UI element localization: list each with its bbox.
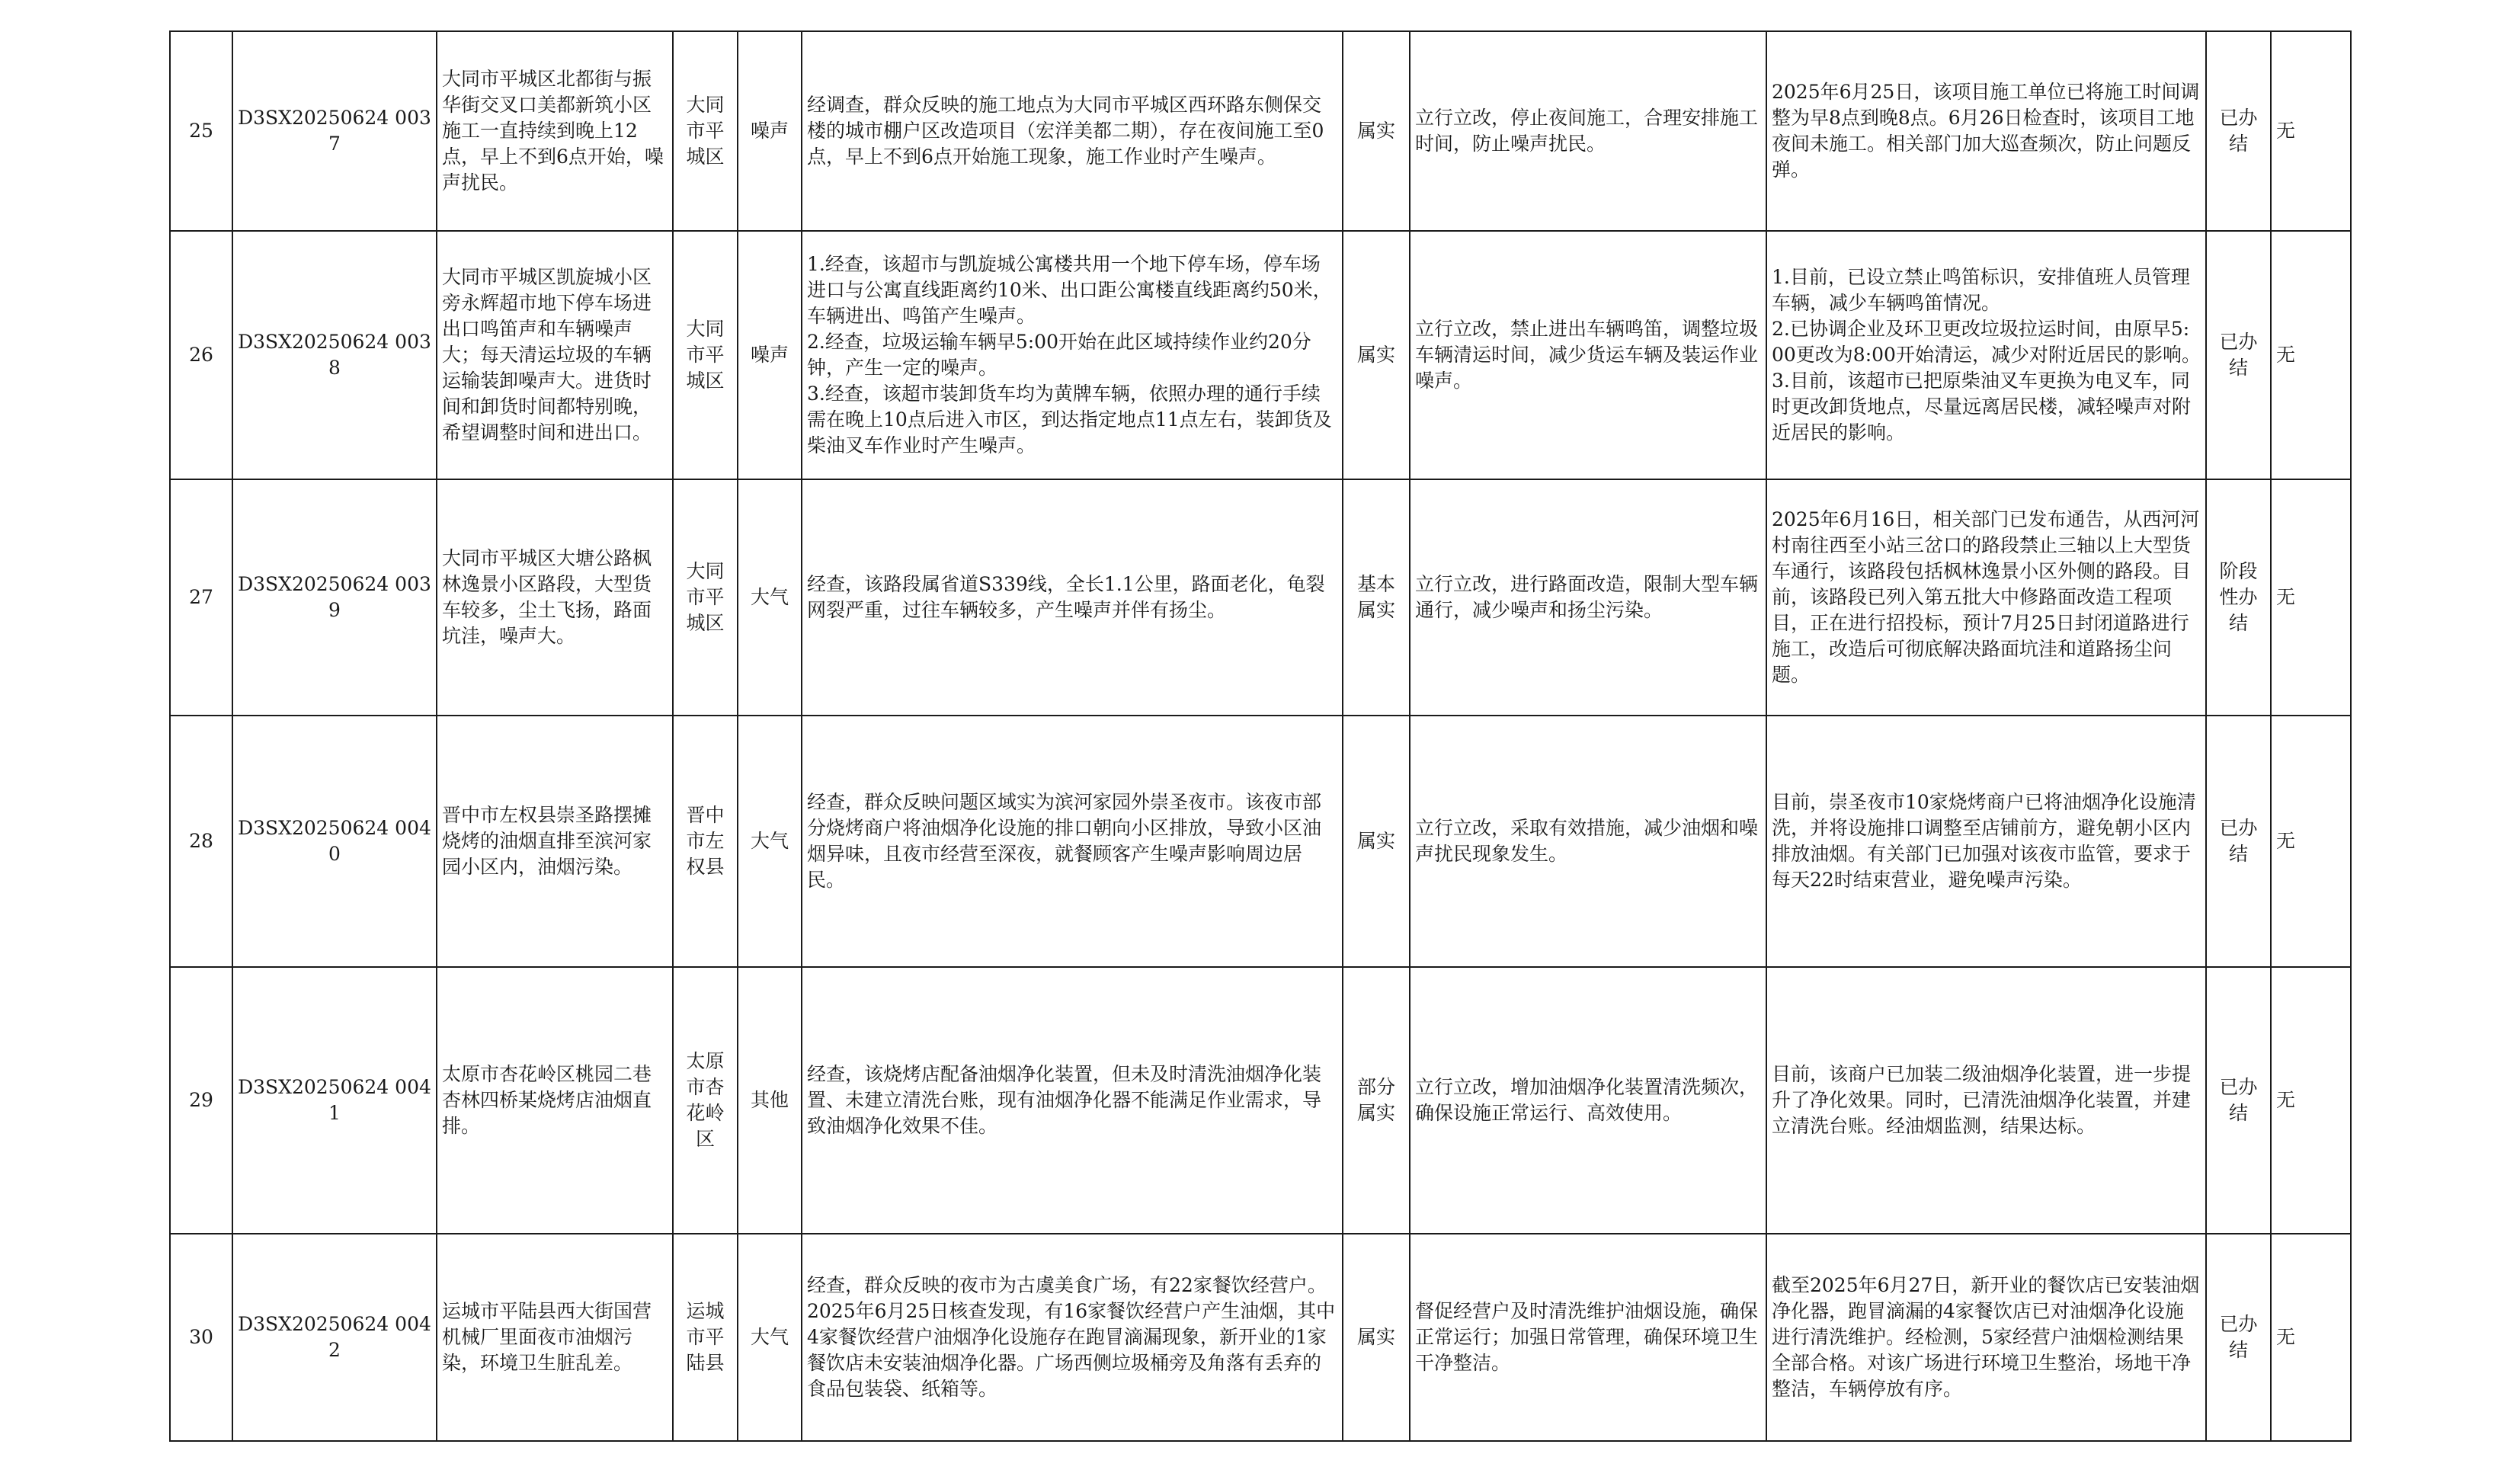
complaint-content: 大同市平城区凯旋城小区旁永辉超市地下停车场进出口鸣笛声和车辆噪声大；每天清运垃圾的车辆运输装卸噪声大。进货时间和卸货时间都特别晚，希望调整时间和进出口。 — [437, 231, 673, 479]
complaint-content: 运城市平陆县西大街国营机械厂里面夜市油烟污染，环境卫生脏乱差。 — [437, 1234, 673, 1441]
region: 大同市平城区 — [673, 31, 738, 231]
table-row — [170, 479, 2351, 716]
complaint-content: 太原市杏花岭区桃园二巷杏林四桥某烧烤店油烟直排。 — [437, 967, 673, 1234]
case-code: D3SX20250624 0042 — [232, 1234, 437, 1441]
handling-requirement: 立行立改，进行路面改造，限制大型车辆通行，减少噪声和扬尘污染。 — [1410, 479, 1766, 716]
table-row — [170, 31, 2351, 231]
region: 太原市杏花岭区 — [673, 967, 738, 1234]
pollution-type: 噪声 — [738, 31, 802, 231]
case-status: 已办结 — [2206, 716, 2271, 967]
complaint-table — [169, 30, 2352, 1442]
handling-requirement: 立行立改，采取有效措施，减少油烟和噪声扰民现象发生。 — [1410, 716, 1766, 967]
handling-result: 目前，崇圣夜市10家烧烤商户已将油烟净化设施清洗，并将设施排口调整至店铺前方，避免朝小区内排放油烟。有关部门已加强对该夜市监管，要求于每天22时结束营业，避免噪声污染。 — [1766, 716, 2206, 967]
case-code: D3SX20250624 0039 — [232, 479, 437, 716]
pollution-type: 噪声 — [738, 231, 802, 479]
row-number: 30 — [170, 1234, 232, 1441]
investigation-finding: 经查，该路段属省道S339线，全长1.1公里，路面老化，龟裂网裂严重，过往车辆较多，产生噪声并伴有扬尘。 — [802, 479, 1343, 716]
case-code: D3SX20250624 0038 — [232, 231, 437, 479]
investigation-finding: 经调查，群众反映的施工地点为大同市平城区西环路东侧保交楼的城市棚户区改造项目（宏洋美都二期），存在夜间施工至0点，早上不到6点开始施工现象，施工作业时产生噪声。 — [802, 31, 1343, 231]
handling-result: 2025年6月25日，该项目施工单位已将施工时间调整为早8点到晚8点。6月26日检查时，该项目工地夜间未施工。相关部门加大巡查频次，防止问题反弹。 — [1766, 31, 2206, 231]
pollution-type: 大气 — [738, 716, 802, 967]
row-number: 27 — [170, 479, 232, 716]
investigation-finding: 经查，该烧烤店配备油烟净化装置，但未及时清洗油烟净化装置、未建立清洗台账，现有油烟净化器不能满足作业需求，导致油烟净化效果不佳。 — [802, 967, 1343, 1234]
row-number: 26 — [170, 231, 232, 479]
row-number: 29 — [170, 967, 232, 1234]
verification-status: 基本属实 — [1343, 479, 1410, 716]
pollution-type: 大气 — [738, 479, 802, 716]
accountability: 无 — [2271, 716, 2351, 967]
case-code: D3SX20250624 0040 — [232, 716, 437, 967]
region: 大同市平城区 — [673, 479, 738, 716]
handling-requirement: 立行立改，停止夜间施工，合理安排施工时间，防止噪声扰民。 — [1410, 31, 1766, 231]
pollution-type: 大气 — [738, 1234, 802, 1441]
case-status: 已办结 — [2206, 231, 2271, 479]
complaint-content: 大同市平城区大塘公路枫林逸景小区路段，大型货车较多，尘土飞扬，路面坑洼，噪声大。 — [437, 479, 673, 716]
investigation-finding: 1.经查，该超市与凯旋城公寓楼共用一个地下停车场，停车场进口与公寓直线距离约10米、出口距公寓楼直线距离约50米，车辆进出、鸣笛产生噪声。 2.经查，垃圾运输车辆早5:00开始在此区域持续作业约20分钟，产生一定的噪声。 3.经查，该超市装卸货车均为黄牌车辆，依照办理的通行手续需在晚上10点后进入市区，到达指定地点11点左右，装卸货及柴油叉车作业时产生噪声。 — [802, 231, 1343, 479]
table-row — [170, 967, 2351, 1234]
handling-requirement: 立行立改，增加油烟净化装置清洗频次，确保设施正常运行、高效使用。 — [1410, 967, 1766, 1234]
document-page — [169, 30, 2350, 1442]
accountability: 无 — [2271, 1234, 2351, 1441]
complaint-content: 晋中市左权县崇圣路摆摊烧烤的油烟直排至滨河家园小区内，油烟污染。 — [437, 716, 673, 967]
case-code: D3SX20250624 0041 — [232, 967, 437, 1234]
case-code: D3SX20250624 0037 — [232, 31, 437, 231]
case-status: 已办结 — [2206, 967, 2271, 1234]
handling-result: 2025年6月16日，相关部门已发布通告，从西河河村南往西至小站三岔口的路段禁止三轴以上大型货车通行，该路段包括枫林逸景小区外侧的路段。目前，该路段已列入第五批大中修路面改造工程项目，正在进行招投标，预计7月25日封闭道路进行施工，改造后可彻底解决路面坑洼和道路扬尘问题。 — [1766, 479, 2206, 716]
verification-status: 属实 — [1343, 716, 1410, 967]
row-number: 28 — [170, 716, 232, 967]
case-status: 阶段性办结 — [2206, 479, 2271, 716]
region: 运城市平陆县 — [673, 1234, 738, 1441]
accountability: 无 — [2271, 479, 2351, 716]
accountability: 无 — [2271, 231, 2351, 479]
region: 晋中市左权县 — [673, 716, 738, 967]
table-row — [170, 231, 2351, 479]
handling-result: 目前，该商户已加装二级油烟净化装置，进一步提升了净化效果。同时，已清洗油烟净化装置，并建立清洗台账。经油烟监测，结果达标。 — [1766, 967, 2206, 1234]
table-row — [170, 1234, 2351, 1441]
verification-status: 属实 — [1343, 231, 1410, 479]
complaint-content: 大同市平城区北都街与振华街交叉口美都新筑小区施工一直持续到晚上12点，早上不到6点开始，噪声扰民。 — [437, 31, 673, 231]
handling-requirement: 立行立改，禁止进出车辆鸣笛，调整垃圾车辆清运时间，减少货运车辆及装运作业噪声。 — [1410, 231, 1766, 479]
handling-result: 1.目前，已设立禁止鸣笛标识，安排值班人员管理车辆，减少车辆鸣笛情况。 2.已协调企业及环卫更改垃圾拉运时间，由原早5:00更改为8:00开始清运，减少对附近居民的影响。 3.目前，该超市已把原柴油叉车更换为电叉车，同时更改卸货地点，尽量远离居民楼，减轻噪声对附近居民的影响。 — [1766, 231, 2206, 479]
investigation-finding: 经查，群众反映问题区域实为滨河家园外崇圣夜市。该夜市部分烧烤商户将油烟净化设施的排口朝向小区排放，导致小区油烟异味，且夜市经营至深夜，就餐顾客产生噪声影响周边居民。 — [802, 716, 1343, 967]
handling-requirement: 督促经营户及时清洗维护油烟设施，确保正常运行；加强日常管理，确保环境卫生干净整洁。 — [1410, 1234, 1766, 1441]
verification-status: 部分属实 — [1343, 967, 1410, 1234]
handling-result: 截至2025年6月27日，新开业的餐饮店已安装油烟净化器，跑冒滴漏的4家餐饮店已对油烟净化设施进行清洗维护。经检测，5家经营户油烟检测结果全部合格。对该广场进行环境卫生整治，场地干净整洁，车辆停放有序。 — [1766, 1234, 2206, 1441]
table-row — [170, 716, 2351, 967]
pollution-type: 其他 — [738, 967, 802, 1234]
investigation-finding: 经查，群众反映的夜市为古虞美食广场，有22家餐饮经营户。2025年6月25日核查发现，有16家餐饮经营户产生油烟，其中4家餐饮经营户油烟净化设施存在跑冒滴漏现象，新开业的1家餐饮店未安装油烟净化器。广场西侧垃圾桶旁及角落有丢弃的食品包装袋、纸箱等。 — [802, 1234, 1343, 1441]
case-status: 已办结 — [2206, 31, 2271, 231]
case-status: 已办结 — [2206, 1234, 2271, 1441]
verification-status: 属实 — [1343, 31, 1410, 231]
accountability: 无 — [2271, 31, 2351, 231]
row-number: 25 — [170, 31, 232, 231]
region: 大同市平城区 — [673, 231, 738, 479]
verification-status: 属实 — [1343, 1234, 1410, 1441]
accountability: 无 — [2271, 967, 2351, 1234]
